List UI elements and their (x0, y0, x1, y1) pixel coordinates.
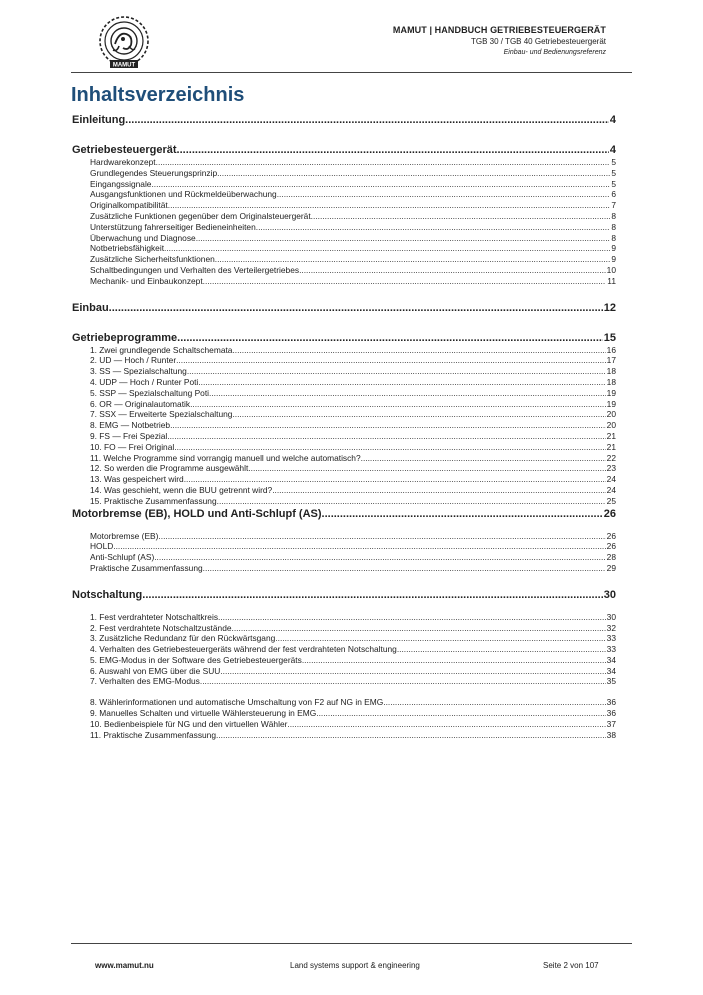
toc-section-entry[interactable] (72, 157, 616, 168)
toc-entry-title: 9. FS — Frei Spezial (90, 430, 168, 441)
toc-entry-page: 35 (606, 676, 616, 687)
toc-dot-leader (203, 276, 607, 287)
toc-dot-leader (190, 399, 606, 410)
toc-section-entry[interactable] (72, 442, 616, 453)
toc-entry-page: 26 (606, 530, 616, 541)
toc-section-entry[interactable] (72, 399, 616, 410)
toc-dot-leader (198, 377, 605, 388)
toc-section-entry[interactable] (72, 463, 616, 474)
toc-entry-page: 33 (606, 633, 616, 644)
toc-section-entry[interactable] (72, 276, 616, 287)
toc-entry-title: 11. Welche Programme sind vorrangig manuell und welche automatisch? (90, 452, 361, 463)
toc-dot-leader (217, 168, 610, 179)
toc-entry-title: Getriebeprogramme (72, 331, 178, 344)
toc-dot-leader (217, 496, 606, 507)
toc-section-entry[interactable] (72, 211, 616, 222)
toc-dot-leader (200, 676, 606, 687)
toc-entry-title: Grundlegendes Steuerungsprinzip (90, 167, 218, 178)
toc-section-entry[interactable] (72, 409, 616, 420)
header-subtitle-2: Einbau- und Bedienungsreferenz (503, 49, 606, 56)
toc-section-entry[interactable] (72, 676, 616, 687)
toc-entry-page: 25 (606, 495, 616, 506)
toc-section-entry[interactable] (72, 345, 616, 356)
toc-entry-page: 33 (606, 644, 616, 655)
toc-dot-leader (151, 179, 610, 190)
toc-dot-leader (216, 730, 606, 741)
footer-page-info: Seite 2 von 107 (543, 961, 599, 970)
toc-entry-title: Zusätzliche Sicherheitsfunktionen (90, 254, 215, 265)
toc-entry-page: 18 (606, 376, 616, 387)
toc-entry-page: 5 (611, 178, 616, 189)
toc-section-entry[interactable] (72, 730, 616, 741)
toc-dot-leader (322, 507, 603, 521)
page-header (71, 12, 632, 72)
toc-dot-leader (316, 708, 605, 719)
toc-section-entry[interactable] (72, 719, 616, 730)
toc-dot-leader (272, 485, 605, 496)
toc-entry-page: 6 (611, 189, 616, 200)
mamut-logo-icon (95, 14, 153, 70)
toc-section-entry[interactable] (72, 697, 616, 708)
toc-section-entry[interactable] (72, 355, 616, 366)
toc-dot-leader (174, 442, 605, 453)
toc-dot-leader (109, 301, 603, 315)
toc-entry-page: 30 (606, 611, 616, 622)
toc-entry-page: 9 (611, 243, 616, 254)
footer-tagline: Land systems support & engineering (290, 961, 420, 970)
toc-section-entry[interactable] (72, 708, 616, 719)
toc-entry-page: 22 (606, 452, 616, 463)
toc-entry-title: Überwachung und Diagnose (90, 232, 196, 243)
toc-entry-title: 7. Verhalten des EMG-Modus (90, 676, 200, 687)
toc-section-entry[interactable] (72, 623, 616, 634)
toc-section-entry[interactable] (72, 200, 616, 211)
toc-entry-page: 20 (606, 409, 616, 420)
toc-entry-page: 10 (606, 264, 616, 275)
header-subtitle: TGB 30 / TGB 40 Getriebesteuergerät (470, 37, 606, 46)
toc-entry-title: 5. EMG-Modus in der Software des Getriebesteuergeräts (90, 654, 302, 665)
toc-entry-title: 8. Wählerinformationen und automatische Umschaltung von F2 auf NG in EMG (90, 697, 384, 708)
toc-entry-title: Originalkompatibilität (90, 200, 168, 211)
toc-entry-page: 24 (606, 474, 616, 485)
toc-chapter-entry[interactable] (72, 331, 616, 345)
toc-entry-page: 7 (611, 200, 616, 211)
toc-entry-title: 2. UD — Hoch / Runter (90, 355, 177, 366)
toc-entry-title: 7. SSX — Erweiterte Spezialschaltung (90, 409, 233, 420)
toc-entry-page: 8 (611, 221, 616, 232)
toc-section-entry[interactable] (72, 420, 616, 431)
toc-dot-leader (275, 633, 605, 644)
toc-chapter-entry[interactable] (72, 143, 616, 157)
toc-entry-title: Hardwarekonzept (90, 157, 156, 167)
toc-entry-title: 8. EMG — Notbetrieb (90, 420, 171, 431)
toc-section-entry[interactable] (72, 644, 616, 655)
toc-dot-leader (248, 463, 605, 474)
toc-dot-leader (164, 243, 610, 254)
toc-entry-page: 4 (609, 144, 616, 156)
toc-entry-page: 19 (606, 398, 616, 409)
toc-dot-leader (142, 588, 602, 602)
toc-dot-leader (125, 113, 609, 127)
toc-dot-leader (299, 265, 606, 276)
toc-entry-title: Unterstützung fahrerseitiger Bedieneinheiten (90, 221, 256, 232)
toc-entry-page: 20 (606, 420, 616, 431)
toc-dot-leader (154, 552, 605, 563)
toc-section-entry[interactable] (72, 552, 616, 563)
toc-entry-title: 10. Bedienbeispiele für NG und den virtuellen Wähler (90, 718, 288, 729)
toc-entry-title: Zusätzliche Funktionen gegenüber dem Originalsteuergerät (90, 210, 311, 221)
toc-entry-title: 15. Praktische Zusammenfassung (90, 495, 217, 506)
toc-entry-title: Mechanik- und Einbaukonzept (90, 275, 203, 286)
footer-divider (71, 943, 632, 944)
toc-entry-title: 3. SS — Spezialschaltung (90, 366, 187, 377)
toc-entry-title: Praktische Zusammenfassung (90, 562, 203, 573)
toc-chapter-entry[interactable] (72, 507, 616, 521)
toc-chapter-entry[interactable] (72, 588, 616, 602)
toc-entry-page: 24 (606, 484, 616, 495)
toc-entry-title: 3. Zusätzliche Redundanz für den Rückwärtsgang (90, 633, 276, 644)
toc-entry-title: 1. Fest verdrahteter Notschaltkreis (90, 611, 219, 622)
footer-website[interactable]: www.mamut.nu (95, 961, 154, 970)
toc-entry-page: 21 (606, 430, 616, 441)
toc-section-entry[interactable] (72, 254, 616, 265)
toc-dot-leader (158, 531, 605, 542)
toc-entry-page: 29 (606, 562, 616, 573)
toc-section-entry[interactable] (72, 179, 616, 190)
toc-section-entry[interactable] (72, 233, 616, 244)
toc-entry-page: 34 (606, 654, 616, 665)
toc-title: Inhaltsverzeichnis (71, 84, 245, 106)
toc-entry-page: 38 (606, 729, 616, 740)
toc-entry-title: Eingangssignale (90, 178, 152, 189)
toc-section-entry[interactable] (72, 531, 616, 542)
toc-entry-page: 8 (611, 210, 616, 221)
toc-dot-leader (176, 355, 606, 366)
toc-entry-page: 34 (606, 665, 616, 676)
toc-chapter-entry[interactable] (72, 301, 616, 315)
toc-dot-leader (287, 719, 605, 730)
toc-dot-leader (311, 211, 611, 222)
toc-section-entry[interactable] (72, 633, 616, 644)
header-text (393, 25, 606, 58)
toc-entry-title: Notschaltung (72, 588, 143, 601)
toc-entry-page: 4 (609, 114, 616, 126)
toc-entry-page: 21 (606, 441, 616, 452)
toc-entry-title: 11. Praktische Zusammenfassung (90, 729, 216, 740)
toc-entry-page: 26 (603, 507, 616, 520)
toc-section-entry[interactable] (72, 366, 616, 377)
toc-entry-title: Einleitung (72, 114, 126, 126)
toc-entry-page: 17 (606, 355, 616, 366)
toc-entry-page: 30 (603, 588, 616, 601)
toc-dot-leader (256, 222, 611, 233)
toc-entry-title: 6. Auswahl von EMG über die SUU (90, 665, 221, 676)
toc-entry-title: 4. UDP — Hoch / Runter Poti (90, 376, 199, 387)
toc-entry-page: 26 (606, 541, 616, 552)
toc-section-entry[interactable] (72, 541, 616, 552)
toc-dot-leader (156, 157, 611, 168)
toc-entry-title: 5. SSP — Spezialschaltung Poti (90, 387, 210, 398)
toc-section-entry[interactable] (72, 655, 616, 666)
header-title: MAMUT | HANDBUCH GETRIEBESTEUERGERÄT (392, 25, 606, 35)
toc-entry-title: 10. FO — Frei Original (90, 441, 175, 452)
toc-entry-page: 18 (606, 366, 616, 377)
toc-entry-title: 6. OR — Originalautomatik (90, 398, 191, 409)
toc-dot-leader (277, 189, 611, 200)
toc-entry-title: 12. So werden die Programme ausgewählt (90, 463, 249, 474)
toc-dot-leader (218, 612, 606, 623)
toc-dot-leader (232, 623, 606, 634)
toc-entry-title: Getriebesteuergerät (72, 144, 177, 156)
toc-dot-leader (220, 666, 605, 677)
toc-section-entry[interactable] (72, 388, 616, 399)
logo-text: MAMUT (112, 62, 136, 69)
toc-section-entry[interactable] (72, 189, 616, 200)
toc-entry-title: 2. Fest verdrahtete Notschaltzustände (90, 622, 232, 633)
toc-entry-page: 8 (611, 232, 616, 243)
toc-dot-leader (232, 345, 605, 356)
toc-entry-title: Schaltbedingungen und Verhalten des Verteilergetriebes (90, 264, 300, 275)
toc-dot-leader (170, 420, 606, 431)
toc-dot-leader (184, 474, 606, 485)
toc-entry-page: 5 (611, 157, 616, 167)
toc-entry-title: Anti-Schlupf (AS) (90, 552, 155, 563)
toc-entry-title: Ausgangsfunktionen und Rückmeldeüberwachung (90, 189, 277, 200)
toc-entry-page: 12 (603, 301, 616, 314)
toc-section-entry[interactable] (72, 666, 616, 677)
toc-entry-page: 36 (606, 697, 616, 708)
toc-entry-page: 19 (606, 387, 616, 398)
toc-section-entry[interactable] (72, 243, 616, 254)
toc-section-entry[interactable] (72, 496, 616, 507)
toc-section-entry[interactable] (72, 563, 616, 574)
toc-dot-leader (177, 143, 609, 157)
toc-entry-title: 13. Was gespeichert wird (90, 474, 184, 485)
toc-dot-leader (168, 200, 611, 211)
toc-dot-leader (232, 409, 605, 420)
toc-section-entry[interactable] (72, 168, 616, 179)
toc-section-entry[interactable] (72, 474, 616, 485)
toc-entry-title: 4. Verhalten des Getriebesteuergeräts während der fest verdrahteten Notschaltung (90, 644, 397, 655)
toc-entry-title: 9. Manuelles Schalten und virtuelle Wählersteuerung in EMG (90, 708, 317, 719)
toc-entry-page: 16 (606, 344, 616, 355)
toc-chapter-entry[interactable] (72, 113, 616, 127)
toc-entry-page: 23 (606, 463, 616, 474)
toc-entry-page: 15 (603, 331, 616, 344)
toc-dot-leader (167, 431, 605, 442)
header-divider (71, 72, 632, 73)
toc-entry-title: 14. Was geschieht, wenn die BUU getrennt wird? (90, 484, 273, 495)
toc-dot-leader (302, 655, 606, 666)
toc-entry-page: 28 (606, 552, 616, 563)
toc-entry-page: 5 (611, 167, 616, 178)
toc-section-entry[interactable] (72, 485, 616, 496)
toc-dot-leader (177, 331, 603, 345)
toc-entry-title: Einbau (72, 301, 109, 314)
toc-entry-page: 37 (606, 718, 616, 729)
toc-entry-title: Notbetriebsfähigkeit (90, 243, 165, 254)
toc-dot-leader (196, 233, 611, 244)
toc-entry-title: Motorbremse (EB), HOLD und Anti-Schlupf (AS) (72, 507, 322, 520)
toc-section-entry[interactable] (72, 377, 616, 388)
toc-entry-title: 1. Zwei grundlegende Schaltschemata (90, 344, 233, 355)
toc-dot-leader (187, 366, 606, 377)
toc-entry-page: 11 (607, 275, 616, 286)
toc-section-entry[interactable] (72, 453, 616, 464)
toc-entry-page: 9 (611, 254, 616, 265)
toc-entry-title: HOLD (90, 541, 114, 552)
toc-section-entry[interactable] (72, 431, 616, 442)
toc-dot-leader (113, 541, 605, 552)
table-of-contents (72, 113, 616, 740)
toc-entry-page: 32 (606, 622, 616, 633)
toc-dot-leader (209, 388, 606, 399)
toc-section-entry[interactable] (72, 612, 616, 623)
toc-dot-leader (203, 563, 606, 574)
toc-section-entry[interactable] (72, 222, 616, 233)
toc-section-entry[interactable] (72, 265, 616, 276)
toc-dot-leader (361, 453, 606, 464)
toc-entry-title: Motorbremse (EB) (90, 530, 159, 541)
toc-dot-leader (383, 697, 605, 708)
toc-dot-leader (215, 254, 611, 265)
toc-entry-page: 36 (606, 708, 616, 719)
toc-dot-leader (397, 644, 606, 655)
